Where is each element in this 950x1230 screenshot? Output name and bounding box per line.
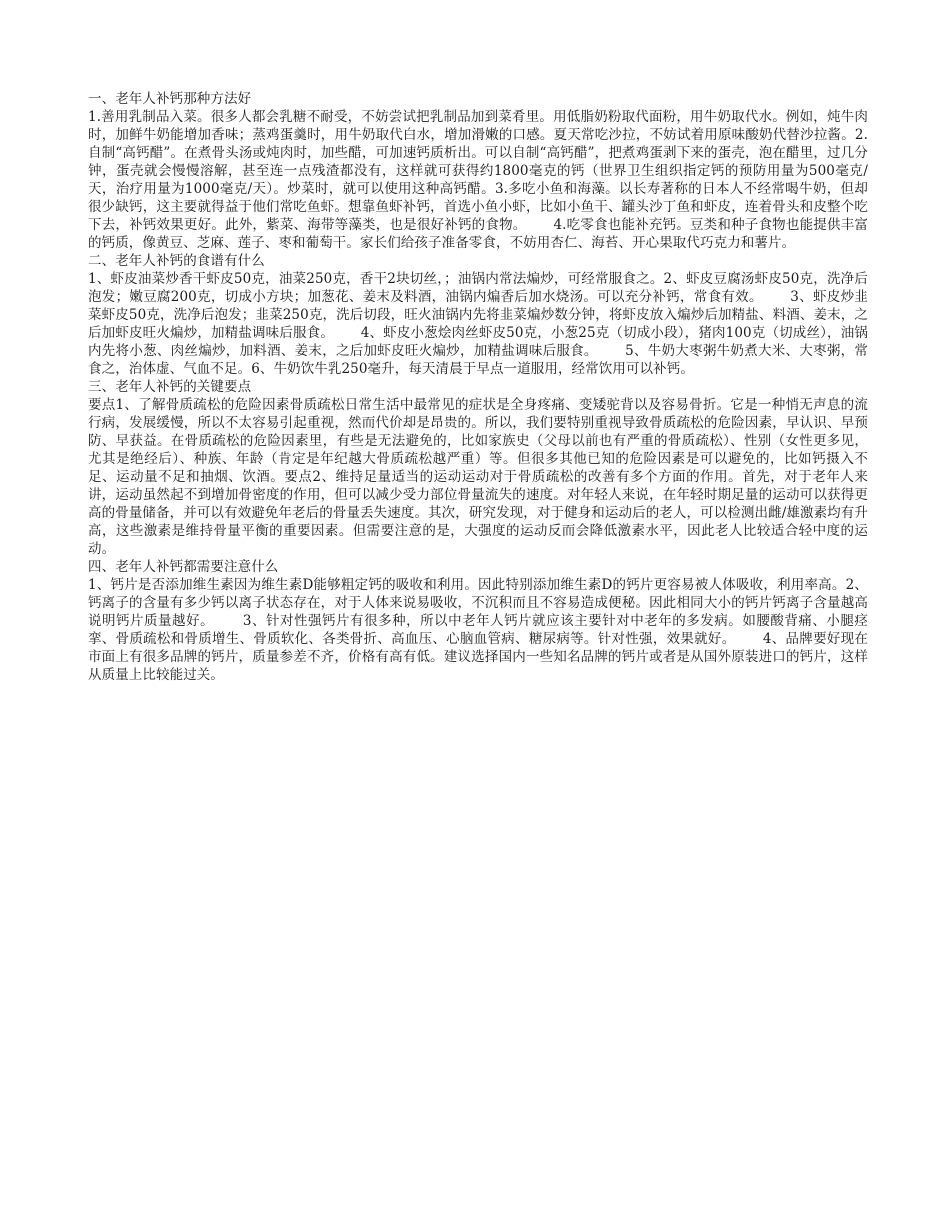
section-body-2: 1、虾皮油菜炒香干虾皮50克，油菜250克，香干2块切丝，；油锅内常法煸炒，可经常服食之。2、虾皮豆腐汤虾皮50克，洗净后泡发；嫩豆腐200克，切成小方块；加葱花、姜末及料酒，油锅内煸香后加水烧汤。可以充分补钙，常食有效。 3、虾皮炒韭菜虾皮50克，洗净后泡发；韭菜250克，洗后切段，旺火油锅内先将韭菜煸炒数分钟，将虾皮放入煸炒后加精盐、料酒、姜末，之后加虾皮旺火煸炒，加精盐调味后服食。 4、虾皮小葱烩肉丝虾皮50克，小葱25克（切成小段），猪肉100克（切成丝），油锅内先将小葱、肉丝煸炒，加料酒、姜末，之后加虾皮旺火煸炒，加精盐调味后服食。 5、牛奶大枣粥牛奶煮大米、大枣粥，常食之，治体虚、气血不足。6、牛奶饮牛乳250毫升，每天清晨于早点一道服用，经常饮用可以补钙。 xyxy=(88,271,868,377)
section-body-3: 要点1、了解骨质疏松的危险因素骨质疏松日常生活中最常见的症状是全身疼痛、变矮驼背以及容易骨折。它是一种悄无声息的流行病，发展缓慢，所以不太容易引起重视，然而代价却是昂贵的。所以，我们要特别重视导致骨质疏松的危险因素，早认识、早预防、早获益。在骨质疏松的危险因素里，有些是无法避免的，比如家族史（父母以前也有严重的骨质疏松）、性别（女性更多见，尤其是绝经后）、种族、年龄（肯定是年纪越大骨质疏松越严重）等。但很多其他已知的危险因素是可以避免的，比如钙摄入不足、运动量不足和抽烟、饮酒。要点2、维持足量适当的运动运动对于骨质疏松的改善有多个方面的作用。首先，对于老年人来讲，运动虽然起不到增加骨密度的作用，但可以减少受力部位骨量流失的速度。对年轻人来说，在年轻时期足量的运动可以获得更高的骨量储备，并可以有效避免年老后的骨量丢失速度。其次，研究发现，对于健身和运动后的老人，可以检测出雌/雄激素均有升高，这些激素是维持骨量平衡的重要因素。但需要注意的是，大强度的运动反而会降低激素水平，因此老人比较适合轻中度的运动。 xyxy=(88,397,868,557)
section-heading-3: 三、老年人补钙的关键要点 xyxy=(88,379,252,395)
section-body-1: 1.善用乳制品入菜。很多人都会乳糖不耐受，不妨尝试把乳制品加到菜肴里。用低脂奶粉取代面粉，用牛奶取代水。例如，炖牛肉时，加鲜牛奶能增加香味；蒸鸡蛋羹时，用牛奶取代白水，增加滑嫩的口感。夏天常吃沙拉，不妨试着用原味酸奶代替沙拉酱。2.自制“高钙醋”。在煮骨头汤或炖肉时，加些醋，可加速钙质析出。可以自制“高钙醋”，把煮鸡蛋剥下来的蛋壳，泡在醋里，过几分钟，蛋壳就会慢慢溶解，甚至连一点残渣都没有，这样就可获得约1800毫克的钙（世界卫生组织指定钙的预防用量为500毫克/天，治疗用量为1000毫克/天）。炒菜时，就可以使用这种高钙醋。3.多吃小鱼和海藻。以长寿著称的日本人不经常喝牛奶，但却很少缺钙，这主要就得益于他们常吃鱼虾。想靠鱼虾补钙，首选小鱼小虾，比如小鱼干、罐头沙丁鱼和虾皮，连着骨头和皮整个吃下去，补钙效果更好。此外，紫菜、海带等藻类，也是很好补钙的食物。 4.吃零食也能补充钙。豆类和种子食物也能提供丰富的钙质，像黄豆、芝麻、莲子、枣和葡萄干。家长们给孩子准备零食，不妨用杏仁、海苔、开心果取代巧克力和薯片。 xyxy=(88,109,868,251)
document-page xyxy=(88,90,868,684)
section-heading-2: 二、老年人补钙的食谱有什么 xyxy=(88,253,265,269)
section-body-4: 1、钙片是否添加维生素因为维生素D能够粗定钙的吸收和利用。因此特别添加维生素D的钙片更容易被人体吸收，利用率高。2、钙离子的含量有多少钙以离子状态存在，对于人体来说易吸收，不沉积而且不容易造成便秘。因此相同大小的钙片钙离子含量越高说明钙片质量越好。 3、针对性强钙片有很多种，所以中老年人钙片就应该主要针对中老年的多发病。如腰酸背痛、小腿痉挛、骨质疏松和骨质增生、骨质软化、各类骨折、高血压、心脑血管病、糖尿病等。针对性强，效果就好。 4、品牌要好现在市面上有很多品牌的钙片，质量参差不齐，价格有高有低。建议选择国内一些知名品牌的钙片或者是从国外原装进口的钙片，这样从质量上比较能过关。 xyxy=(88,577,868,683)
section-heading-1: 一、老年人补钙那种方法好 xyxy=(88,91,252,107)
section-heading-4: 四、老年人补钙都需要注意什么 xyxy=(88,559,279,575)
